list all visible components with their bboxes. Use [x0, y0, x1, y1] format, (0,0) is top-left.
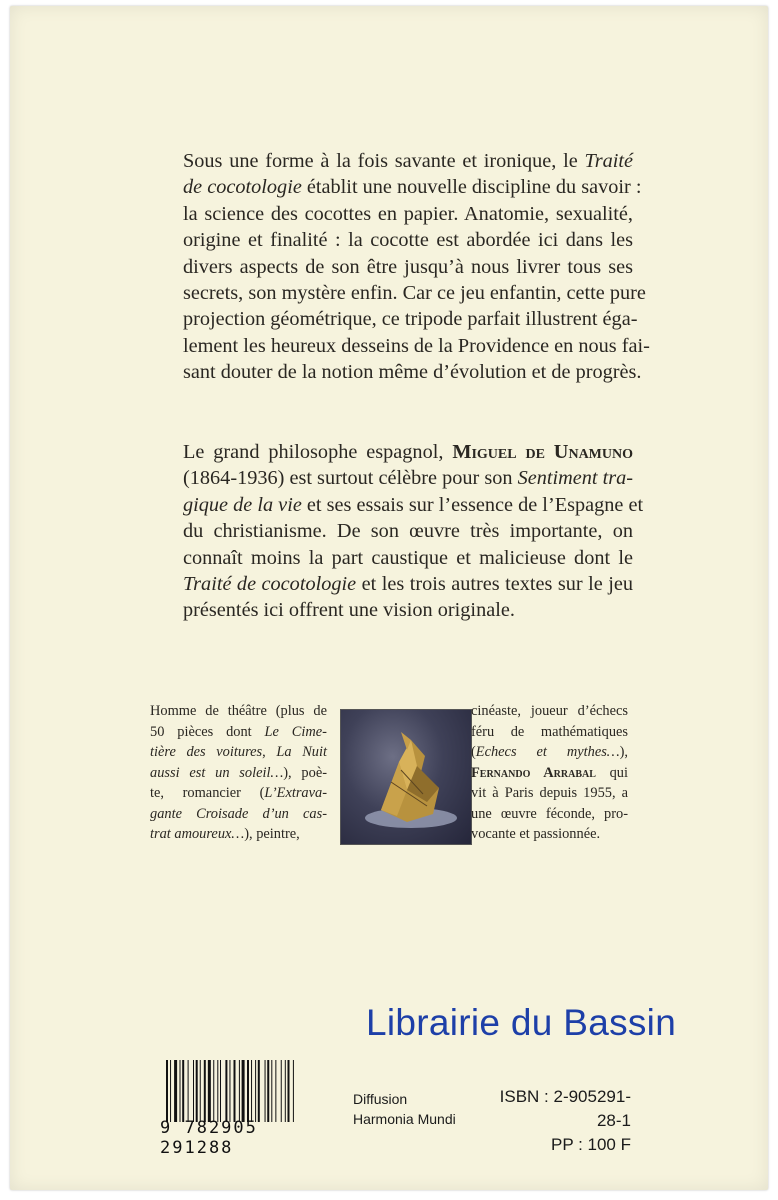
barcode-bar	[265, 1060, 266, 1122]
barcode-bar	[213, 1060, 214, 1122]
barcode-bar	[251, 1060, 252, 1122]
price: PP : 100 F	[550, 1135, 631, 1154]
barcode-bar	[193, 1060, 194, 1122]
text-line: la science des cocottes en papier. Anatomie, sexualité,	[183, 202, 633, 225]
barcode-bar	[229, 1060, 230, 1122]
distribution-info	[353, 1089, 456, 1129]
text-line: tière des voitures, La Nuit	[150, 744, 327, 760]
seller-watermark: Librairie du Bassin	[366, 1002, 677, 1043]
author-photo-paper-sculpture	[340, 709, 472, 845]
isbn-price-block	[488, 1085, 631, 1157]
text-line: aussi est un soleil…), poè-	[150, 764, 327, 781]
text-line: du christianisme. De son œuvre très importante, on	[183, 520, 633, 543]
text-line: Le grand philosophe espagnol, Miguel de Unamuno	[183, 441, 633, 463]
barcode-bar	[275, 1060, 276, 1122]
barcode-bar	[225, 1060, 227, 1122]
barcode-bar	[285, 1060, 286, 1122]
barcode-bar	[166, 1060, 168, 1122]
book-back-cover	[10, 6, 768, 1190]
text-line: Homme de théâtre (plus de	[150, 703, 327, 719]
blurb-paragraph-1	[183, 148, 650, 386]
text-line: Traité de cocotologie et les trois autres textes sur le jeu	[183, 573, 633, 596]
barcode-number: 9 782905 291288	[160, 1118, 258, 1158]
barcode-bar	[200, 1060, 201, 1122]
barcode-bar	[196, 1060, 198, 1122]
barcode-bar	[247, 1060, 249, 1122]
text-line: origine et finalité : la cocotte est abordée ici dans les	[183, 229, 633, 252]
barcode-bar	[288, 1060, 290, 1122]
text-line: sant douter de la notion même d’évolution et de progrès.	[183, 361, 642, 384]
text-line: une œuvre féconde, pro-	[471, 805, 628, 822]
author-bio-right	[471, 701, 628, 845]
barcode-bar	[255, 1060, 256, 1122]
barcode-bars	[164, 1060, 340, 1122]
text-line: secrets, son mystère enfin. Car ce jeu enfantin, cette pure	[183, 282, 646, 305]
barcode-bar	[188, 1060, 189, 1122]
barcode-bar	[174, 1060, 177, 1122]
text-line: trat amoureux…), peintre,	[150, 826, 300, 842]
barcode-bar	[293, 1060, 294, 1122]
text-line: cinéaste, joueur d’échecs	[471, 703, 628, 719]
text-line: (1864-1936) est surtout célèbre pour son Sentiment tra-	[183, 467, 634, 490]
text-line: (Echecs et mythes…),	[471, 744, 628, 760]
text-line: connaît moins la part caustique et malicieuse dont le	[183, 546, 633, 569]
author-bio-left	[150, 701, 327, 845]
isbn-barcode	[160, 1056, 342, 1158]
text-line: vit à Paris depuis 1955, a	[471, 785, 628, 801]
barcode-bar	[234, 1060, 236, 1122]
blurb-paragraph-2	[183, 439, 644, 624]
text-line: te, romancier (L’Extrava-	[150, 785, 327, 801]
text-line: gique de la vie et ses essais sur l’essence de l’Espagne et	[183, 493, 644, 516]
barcode-bar	[180, 1060, 181, 1122]
text-line: projection géométrique, ce tripode parfait illustrent éga-	[183, 308, 638, 331]
barcode-bar	[267, 1060, 269, 1122]
isbn-number: ISBN : 2-905291-28-1	[499, 1087, 631, 1130]
text-line: gante Croisade d’un cas-	[150, 805, 327, 822]
text-line: Sous une forme à la fois savante et ironique, le Traité	[183, 150, 633, 172]
barcode-bar	[208, 1060, 211, 1122]
barcode-bar	[217, 1060, 218, 1122]
barcode-bar	[204, 1060, 206, 1122]
distributor-name: Harmonia Mundi	[353, 1111, 456, 1127]
barcode-bar	[182, 1060, 184, 1122]
barcode-bar	[242, 1060, 245, 1122]
text-line: vocante et passionnée.	[471, 826, 601, 842]
barcode-bar	[271, 1060, 272, 1122]
distribution-label: Diffusion	[353, 1091, 408, 1107]
text-line: de cocotologie établit une nouvelle discipline du savoir :	[183, 176, 642, 199]
barcode-bar	[170, 1060, 171, 1122]
text-line: divers aspects de son être jusqu’à nous livrer tous ses	[183, 255, 633, 278]
barcode-bar	[239, 1060, 240, 1122]
text-line: Fernando Arrabal qui	[471, 764, 628, 781]
text-line: lement les heureux desseins de la Providence en nous fai-	[183, 334, 650, 357]
barcode-bar	[258, 1060, 260, 1122]
barcode-bar	[220, 1060, 221, 1122]
text-line: féru de mathématiques	[471, 723, 628, 740]
text-line: présentés ici offrent une vision originale.	[183, 599, 515, 622]
text-line: 50 pièces dont Le Cime-	[150, 723, 327, 740]
barcode-bar	[281, 1060, 282, 1122]
